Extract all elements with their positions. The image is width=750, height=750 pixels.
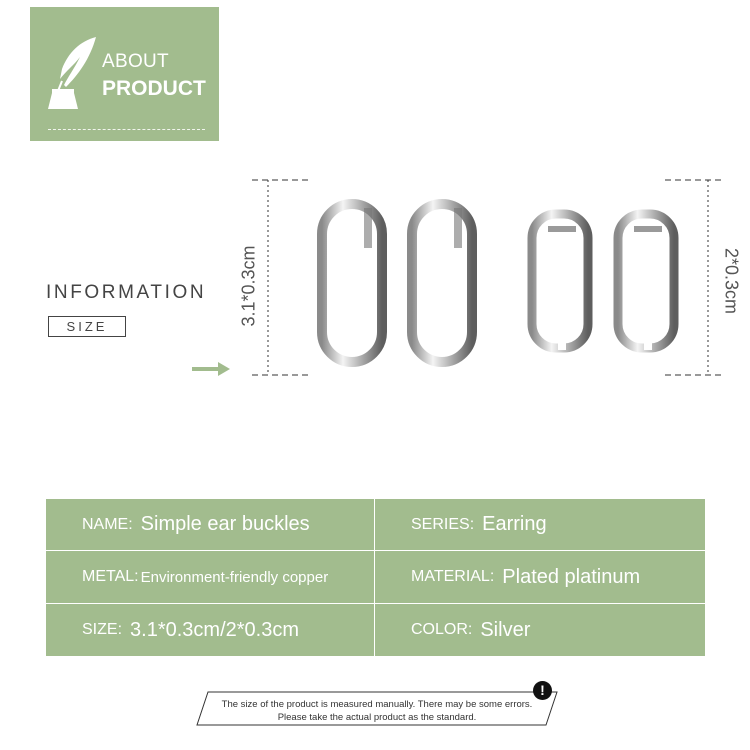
spec-size-cell <box>46 604 374 656</box>
left-dimension-text: 3.1*0.3cm <box>238 245 259 327</box>
spec-series-cell <box>375 499 705 550</box>
spec-table <box>46 499 705 656</box>
metal-label: METAL: <box>82 568 139 585</box>
spec-name-cell <box>46 499 374 550</box>
large-hoop-1 <box>322 204 382 362</box>
exclamation-icon: ! <box>533 681 552 700</box>
name-label: NAME: <box>82 515 133 533</box>
series-label: SERIES: <box>411 515 475 533</box>
size-tag: SIZE <box>48 316 126 337</box>
metal-value: Environment-friendly copper <box>140 568 329 586</box>
measurement-note <box>196 691 558 726</box>
note-line-2: Please take the actual product as the standard. <box>277 712 477 723</box>
color-label: COLOR: <box>411 621 473 638</box>
about-product-badge <box>30 7 219 141</box>
color-value: Silver <box>480 618 531 641</box>
dashed-divider <box>48 129 205 130</box>
information-heading: INFORMATION <box>46 282 207 303</box>
arrow-right-icon <box>192 362 230 376</box>
quill-inkwell-icon <box>44 35 100 111</box>
earrings-image <box>300 190 700 380</box>
small-hoop-1 <box>532 214 588 350</box>
product-label: PRODUCT <box>102 77 206 100</box>
left-dimension-label <box>234 245 264 327</box>
right-dimension-text: 2*0.3cm <box>721 247 742 315</box>
size-label: SIZE: <box>82 621 123 638</box>
spec-color-cell <box>375 604 705 656</box>
right-dimension-label <box>716 240 746 322</box>
material-value: Plated platinum <box>502 565 641 588</box>
spec-metal-cell <box>46 551 374 603</box>
material-label: MATERIAL: <box>411 568 495 585</box>
note-text <box>196 698 558 724</box>
size-value: 3.1*0.3cm/2*0.3cm <box>130 618 299 641</box>
about-label: ABOUT <box>102 51 169 72</box>
spec-material-cell <box>375 551 705 603</box>
large-hoop-2 <box>412 204 472 362</box>
series-value: Earring <box>482 513 547 535</box>
small-hoop-2 <box>618 214 674 350</box>
name-value: Simple ear buckles <box>140 513 310 535</box>
note-line-1: The size of the product is measured manually. There may be some errors. <box>221 699 533 710</box>
